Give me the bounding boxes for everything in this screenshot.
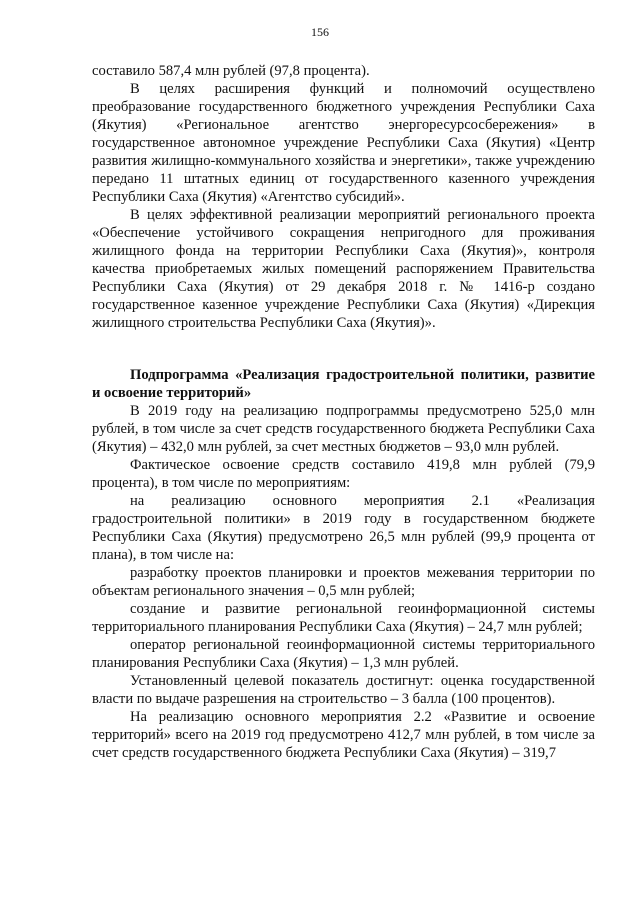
paragraph: Установленный целевой показатель достигнут: оценка государственной власти по выдаче разрешения на строительство – 3 балла (100 процентов).	[92, 673, 595, 707]
paragraph: В 2019 году на реализацию подпрограммы предусмотрено 525,0 млн рублей, в том числе за счет средств государственного бюджета Республики Саха (Якутия) – 432,0 млн рублей, за счет местных бюджетов – 93,0 млн рублей.	[92, 403, 595, 455]
paragraph: на реализацию основного мероприятия 2.1 «Реализация градостроительной политики» в 2019 году в государственном бюджете Республики Саха (Якутия) предусмотрено 26,5 млн рублей (99,9 процента от плана), в том числе на:	[92, 493, 595, 563]
paragraph: оператор региональной геоинформационной системы территориального планирования Республики Саха (Якутия) – 1,3 млн рублей.	[92, 637, 595, 671]
paragraph: На реализацию основного мероприятия 2.2 «Развитие и освоение территорий» всего на 2019 год предусмотрено 412,7 млн рублей, в том числе за счет средств государственного бюджета Республики Саха (Якутия) – 319,7	[92, 709, 595, 761]
document-body	[92, 62, 595, 762]
page-number: 156	[311, 25, 329, 39]
paragraph: составило 587,4 млн рублей (97,8 процента).	[92, 63, 370, 79]
paragraph: создание и развитие региональной геоинформационной системы территориального планирования Республики Саха (Якутия) – 24,7 млн рублей;	[92, 601, 595, 635]
paragraph: В целях эффективной реализации мероприятий регионального проекта «Обеспечение устойчивого сокращения непригодного для проживания жилищного фонда на территории Республики Саха (Якутия)», контроля качества приобретаемых жилых помещений распоряжением Правительства Республики Саха (Якутия) от 29 декабря 2018 г. № 1416-р создано государственное казенное учреждение Республики Саха (Якутия) «Дирекция жилищного строительства Республики Саха (Якутия)».	[92, 207, 595, 331]
section-heading: Подпрограмма «Реализация градостроительной политики, развитие и освоение территорий»	[92, 367, 595, 401]
paragraph: В целях расширения функций и полномочий осуществлено преобразование государственного бюджетного учреждения Республики Саха (Якутия) «Региональное агентство энергоресурсосбережения» в государственное автономное учреждение Республики Саха (Якутия) «Центр развития жилищно-коммунального хозяйства и энергетики», также учреждению передано 11 штатных единиц от государственного казенного учреждения Республики Саха (Якутия) «Агентство субсидий».	[92, 81, 595, 205]
paragraph: Фактическое освоение средств составило 419,8 млн рублей (79,9 процента), в том числе по мероприятиям:	[92, 457, 595, 491]
paragraph: разработку проектов планировки и проектов межевания территории по объектам регионального значения – 0,5 млн рублей;	[92, 565, 595, 599]
